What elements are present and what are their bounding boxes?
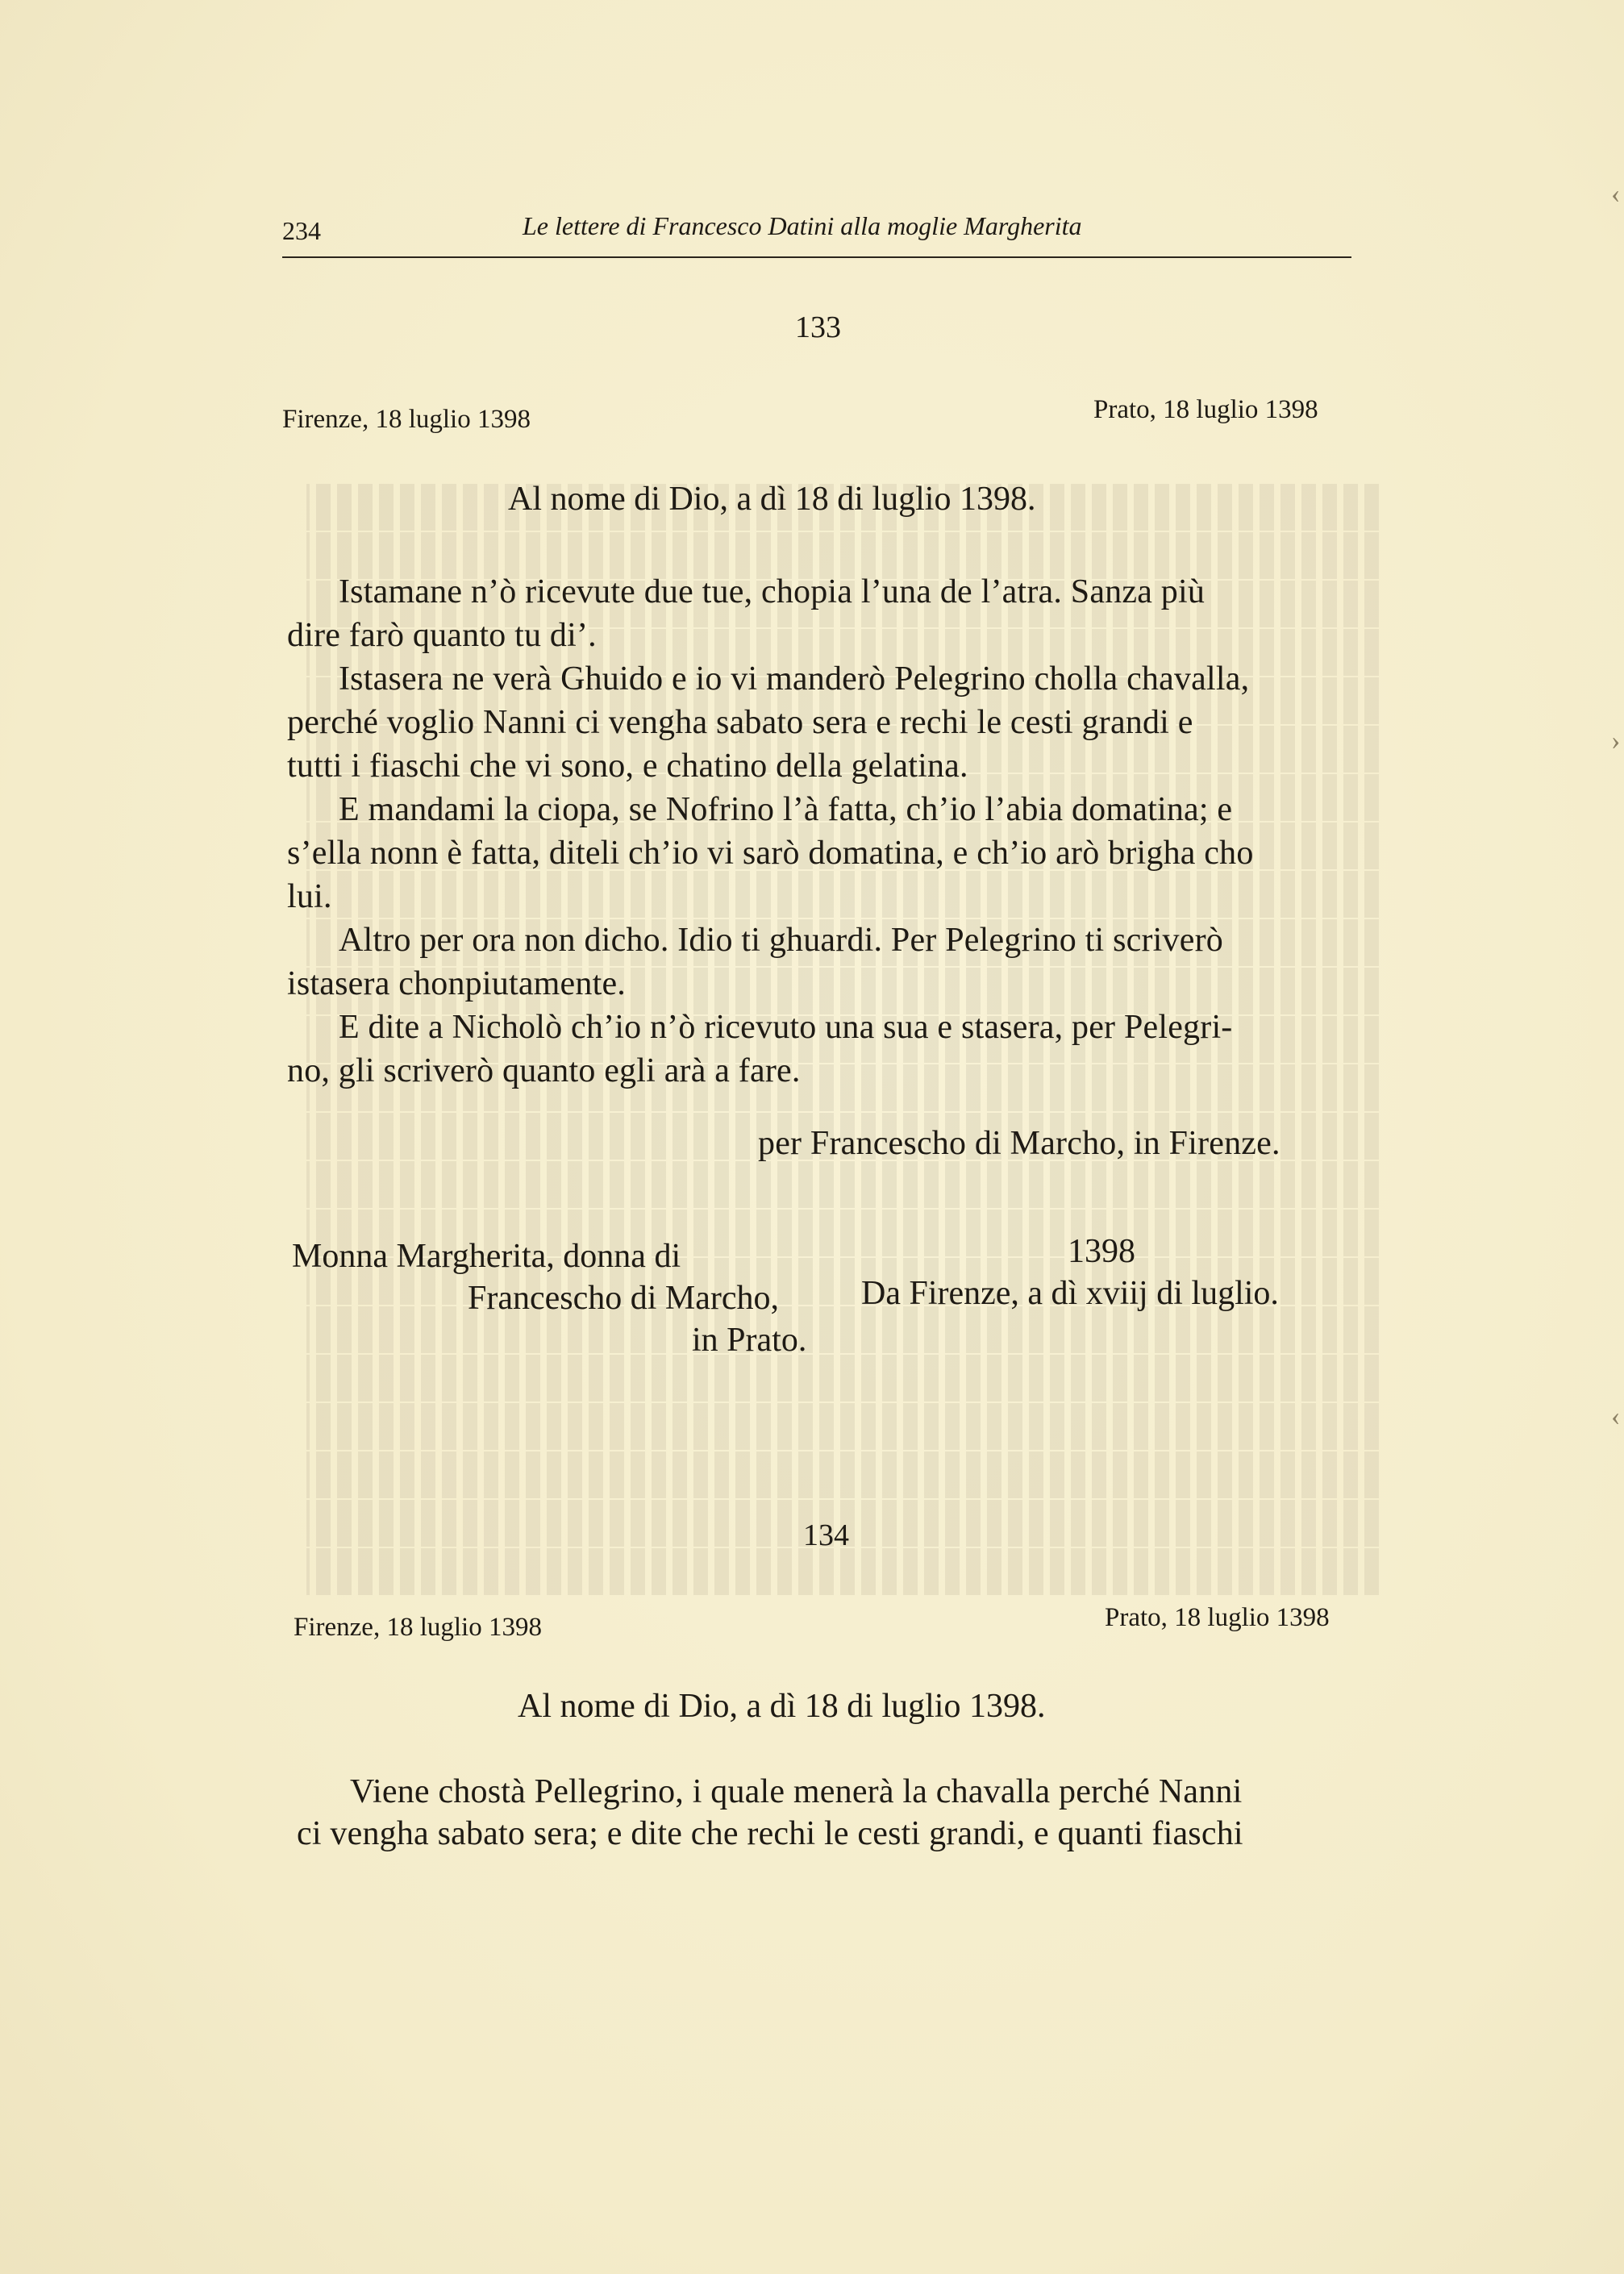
header-rule (282, 256, 1351, 258)
letter-body-line: dire farò quanto tu di’. (287, 617, 597, 654)
letter-body-line: perché voglio Nanni ci vengha sabato sera e rechi le cesti grandi e (287, 704, 1193, 741)
letter-body-line: Istasera ne verà Ghuido e io vi manderò Pelegrino cholla chavalla, (339, 660, 1250, 698)
letter-date-recipient: Prato, 18 luglio 1398 (1105, 1603, 1330, 1632)
endorsement-text: Da Firenze, a dì xviij di luglio. (861, 1275, 1279, 1312)
letter-body-line: lui. (287, 878, 332, 915)
running-title: Le lettere di Francesco Datini alla moglie Margherita (523, 211, 1082, 240)
letter-salutation: Al nome di Dio, a dì 18 di luglio 1398. (518, 1688, 1046, 1725)
letter-body-line: E dite a Nicholò ch’io n’ò ricevuto una sua e stasera, per Pelegri- (339, 1009, 1233, 1046)
edge-mark: › (1611, 726, 1621, 756)
address-recipient: Monna Margherita, donna di (292, 1238, 681, 1275)
letter-body-line: tutti i fiaschi che vi sono, e chatino della gelatina. (287, 748, 968, 785)
letter-date-sender: Firenze, 18 luglio 1398 (294, 1613, 542, 1642)
letter-body-line: ci vengha sabato sera; e dite che rechi le cesti grandi, e quanti fiaschi (297, 1815, 1243, 1852)
letter-body-line: s’ella nonn è fatta, diteli ch’io vi sarò domatina, e ch’io arò brigha cho (287, 835, 1254, 872)
address-place: in Prato. (692, 1322, 807, 1359)
edge-mark: ‹ (1611, 1401, 1621, 1431)
letter-body-line: Altro per ora non dicho. Idio ti ghuardi. Per Pelegrino ti scriverò (339, 922, 1223, 959)
letter-number: 133 (795, 310, 841, 344)
letter-body-line: istasera chonpiutamente. (287, 965, 626, 1002)
letter-salutation: Al nome di Dio, a dì 18 di luglio 1398. (508, 481, 1036, 518)
endorsement-year: 1398 (1068, 1233, 1135, 1270)
letter-body-line: no, gli scriverò quanto egli arà a fare. (287, 1052, 801, 1089)
page-number: 234 (282, 216, 321, 245)
edge-mark: ‹ (1611, 179, 1621, 209)
letter-number: 134 (803, 1518, 849, 1552)
letter-body-line: E mandami la ciopa, se Nofrino l’à fatta, ch’io l’abia domatina; e (339, 791, 1233, 828)
letter-body-line: Istamane n’ò ricevute due tue, chopia l’una de l’atra. Sanza più (339, 573, 1206, 610)
letter-body-line: Viene chostà Pellegrino, i quale menerà la chavalla perché Nanni (350, 1773, 1243, 1810)
letter-date-recipient: Prato, 18 luglio 1398 (1093, 395, 1318, 424)
letter-signature: per Francescho di Marcho, in Firenze. (758, 1125, 1280, 1162)
address-husband: Francescho di Marcho, (468, 1280, 780, 1317)
letter-date-sender: Firenze, 18 luglio 1398 (282, 405, 531, 434)
